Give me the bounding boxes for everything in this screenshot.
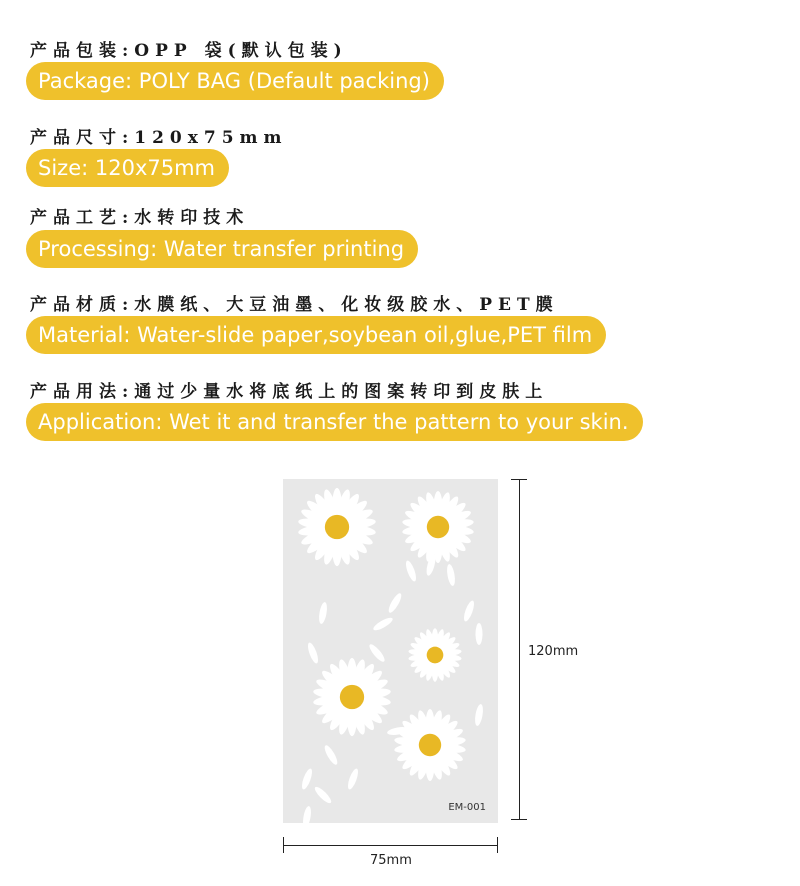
loose-petal (313, 785, 334, 806)
material-cn-label: 产品材质:水膜纸、大豆油墨、化妆级胶水、PET膜 (30, 295, 559, 315)
height-tick-bottom (511, 819, 527, 820)
width-dimension-line (283, 845, 497, 846)
loose-petal (476, 623, 483, 645)
processing-en-pill: Processing: Water transfer printing (26, 230, 418, 268)
loose-petal (318, 602, 329, 625)
tattoo-sticker-card (283, 479, 498, 823)
daisy-pattern-image (283, 479, 498, 823)
loose-petal (462, 599, 476, 622)
loose-petal (322, 744, 339, 767)
loose-petal (367, 642, 387, 663)
height-dimension-line (519, 479, 520, 819)
daisy-flower (402, 491, 475, 563)
daisy-flower (298, 488, 377, 566)
processing-cn-label: 产品工艺:水转印技术 (30, 208, 250, 228)
width-tick-left (283, 837, 284, 853)
package-cn-label: 产品包装:OPP 袋(默认包装) (30, 41, 348, 61)
loose-petal (372, 615, 395, 632)
width-label: 75mm (370, 853, 412, 868)
loose-petal (404, 559, 418, 582)
loose-petal (446, 564, 457, 587)
daisy-flower (313, 658, 392, 736)
application-cn-label: 产品用法:通过少量水将底纸上的图案转印到皮肤上 (30, 382, 549, 402)
material-en-pill: Material: Water-slide paper,soybean oil,glue,PET film (26, 316, 606, 354)
loose-petal (306, 641, 320, 664)
width-tick-right (497, 837, 498, 853)
application-en-pill: Application: Wet it and transfer the pattern to your skin. (26, 403, 643, 441)
loose-petal (346, 767, 360, 790)
height-tick-top (511, 479, 527, 480)
loose-petal (300, 767, 314, 790)
loose-petal (386, 592, 403, 615)
size-cn-label: 产品尺寸:120x75mm (30, 128, 288, 148)
loose-petal (302, 806, 313, 823)
daisy-flower (394, 709, 467, 781)
package-en-pill: Package: POLY BAG (Default packing) (26, 62, 444, 100)
daisy-flower (408, 628, 462, 682)
size-en-pill: Size: 120x75mm (26, 149, 229, 187)
loose-petal (474, 704, 485, 727)
product-code: EM-001 (448, 802, 486, 813)
height-label: 120mm (528, 644, 579, 659)
